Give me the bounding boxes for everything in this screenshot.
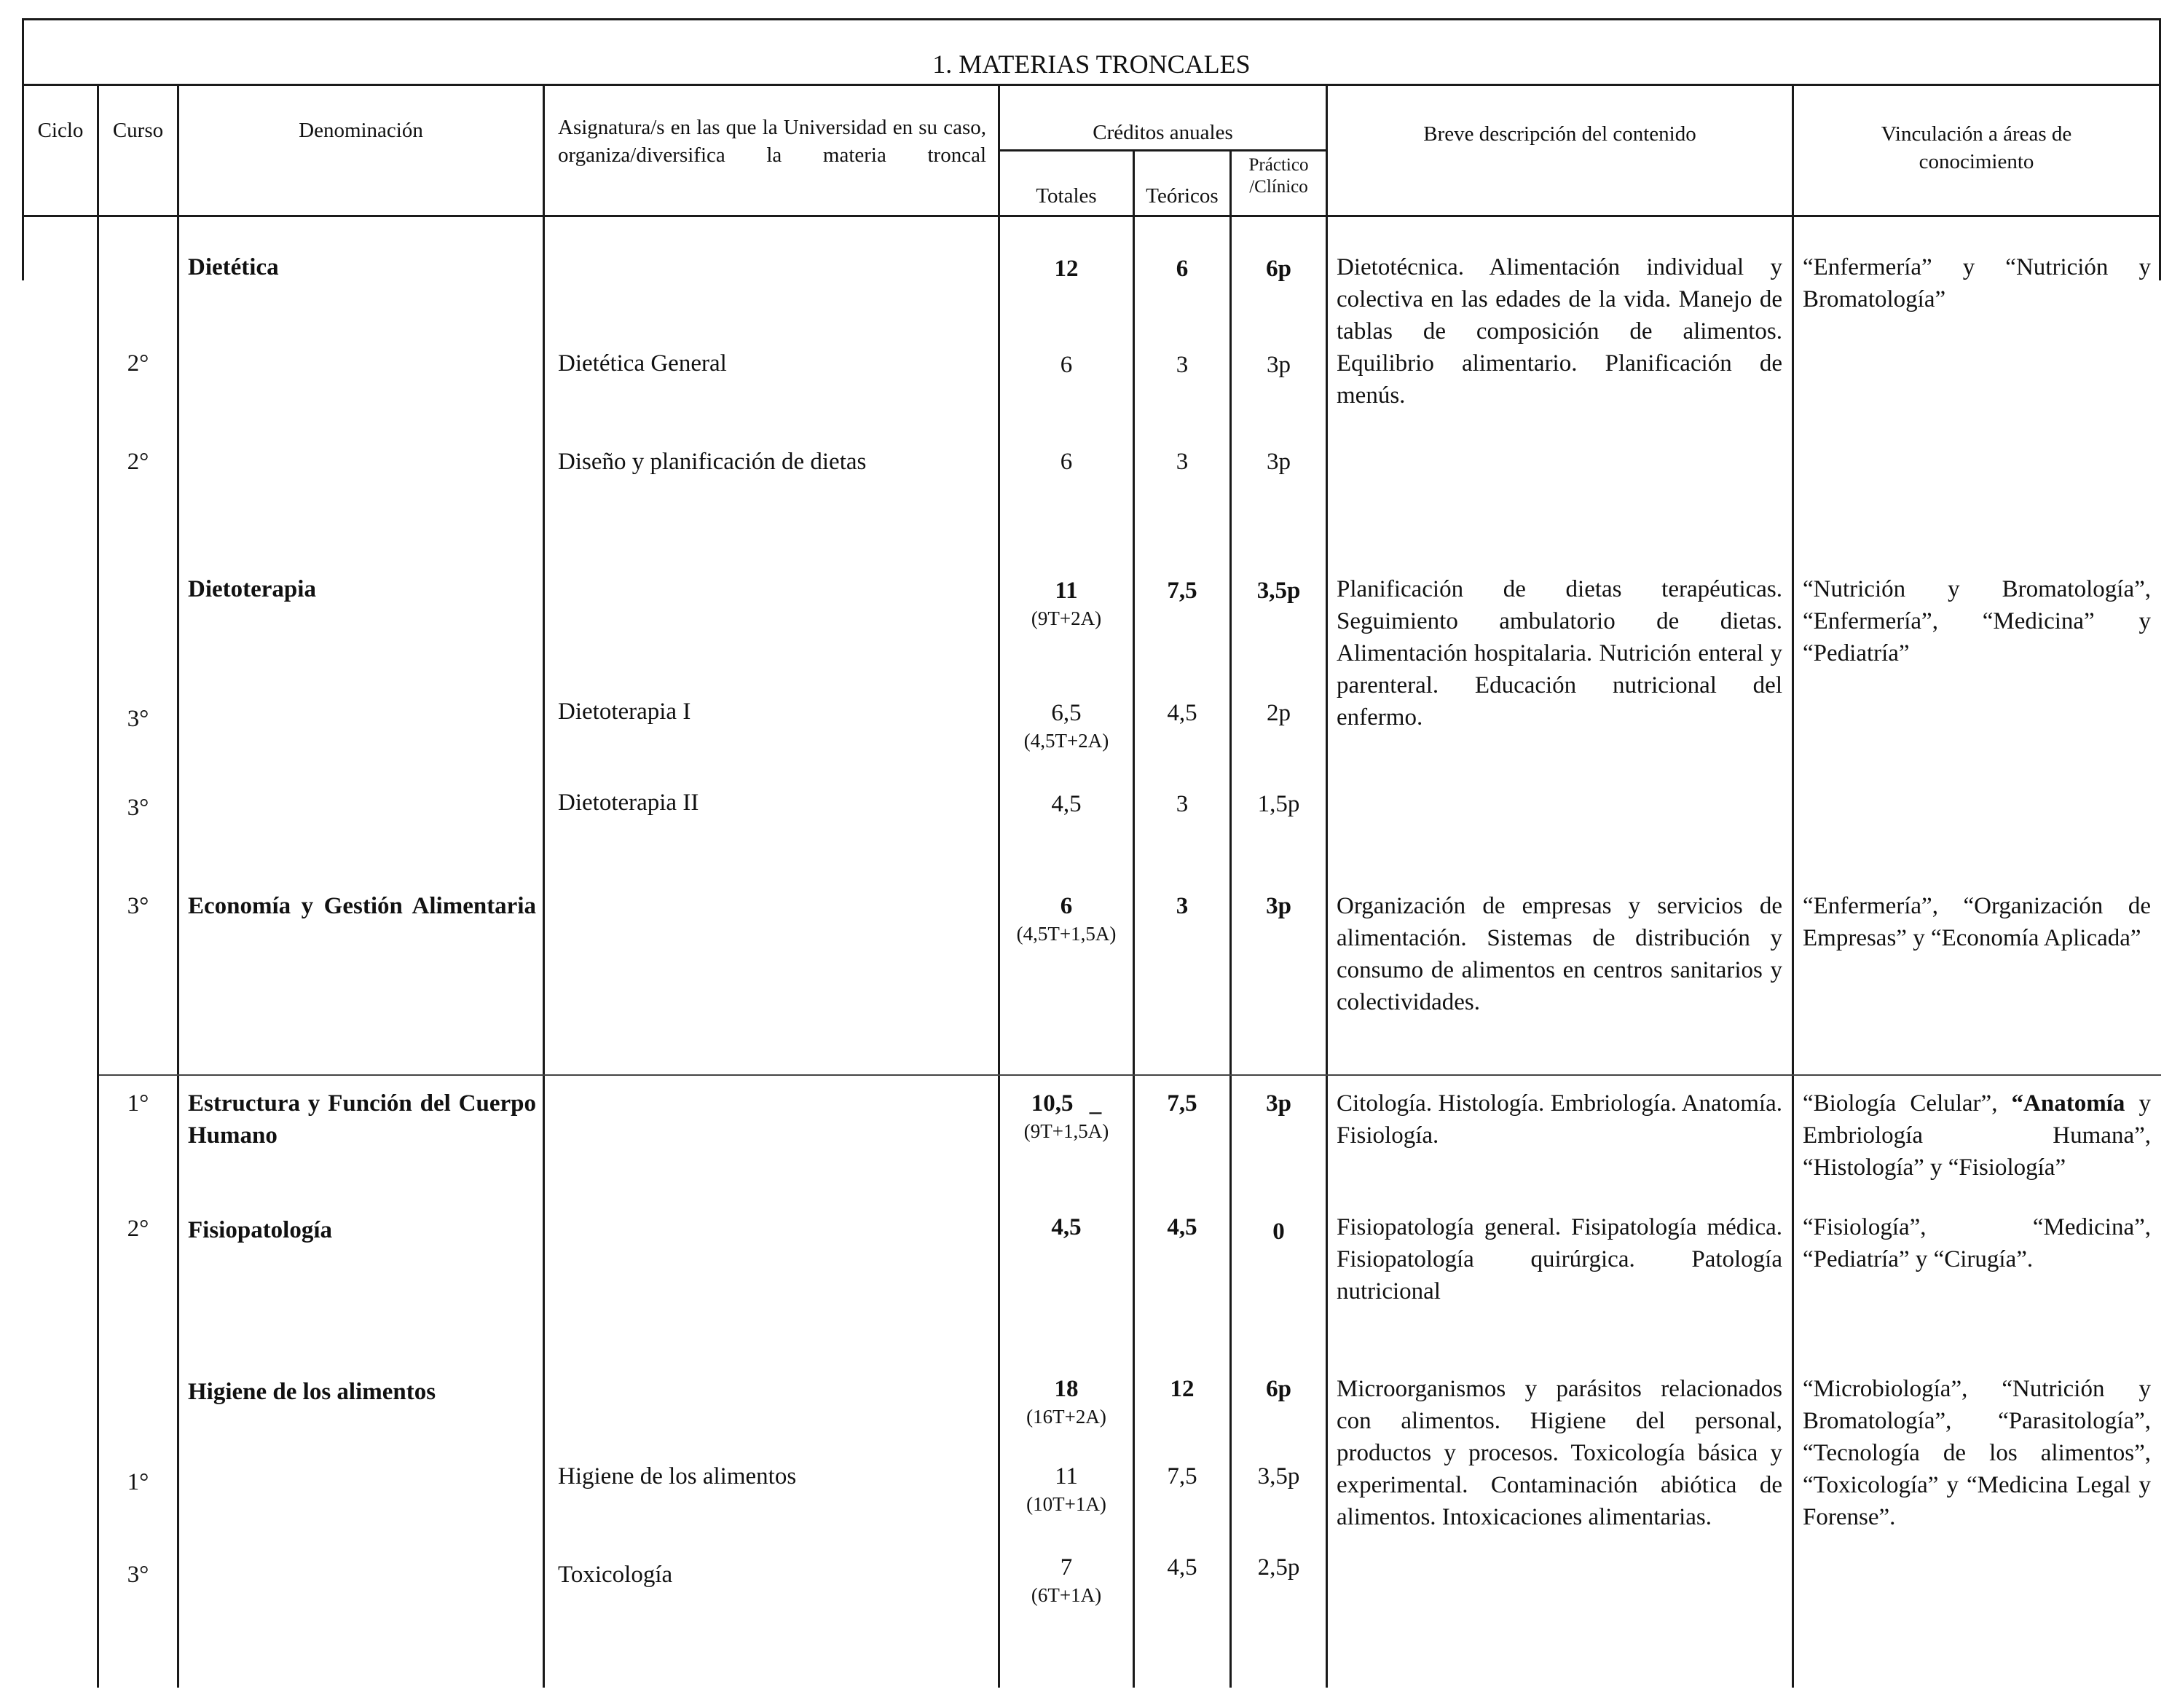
teoricos-higiene: 12 [1170, 1376, 1195, 1402]
totales-economia-value: 6 [1060, 893, 1073, 919]
curso-dietoterapia-i: 3° [127, 706, 149, 732]
curso-diseno-dietas: 2° [127, 449, 149, 475]
col-line-practico [1326, 84, 1328, 1688]
totales-higiene-value: 18 [1054, 1376, 1079, 1402]
totales-diseno-dietas: 6 [1060, 449, 1073, 475]
totales-dietetica: 12 [1054, 256, 1079, 282]
practico-fisiopatologia: 0 [1272, 1219, 1285, 1245]
asignatura-toxicologia: Toxicología [558, 1562, 673, 1588]
header-denominacion: Denominación [299, 119, 423, 142]
descripcion-dietoterapia: Planificación de dietas terapéuticas. Seguimiento ambulatorio de dietas. Alimentación hospitalaria. Nutrición enteral y parenteral. Educación nutricional del enfermo. [1337, 576, 1782, 731]
header-ciclo: Ciclo [37, 119, 84, 142]
totales-economia-detail: (4,5T+1,5A) [1016, 923, 1117, 945]
totales-dietoterapia-ii: 4,5 [1051, 791, 1082, 817]
totales-dietoterapia-value: 11 [1055, 578, 1078, 604]
col-line-left [22, 84, 24, 280]
header-curso: Curso [112, 119, 164, 142]
curso-higiene-alimentos: 1° [127, 1469, 149, 1495]
descripcion-estructura: Citología. Histología. Embriología. Anatomía. Fisiología. [1337, 1090, 1782, 1149]
header-descripcion: Breve descripción del contenido [1423, 122, 1696, 146]
title-bottom-border [22, 84, 2161, 86]
row-separator-estructura [99, 1074, 2161, 1076]
totales-higiene-alimentos-detail: (10T+1A) [1026, 1493, 1106, 1515]
denominacion-estructura: Estructura y Función del Cuerpo Humano [188, 1090, 536, 1149]
vinculacion-fisiopatologia: “Fisiología”, “Medicina”, “Pediatría” y “Cirugía”. [1803, 1214, 2151, 1272]
denominacion-higiene: Higiene de los alimentos [188, 1379, 436, 1405]
vinculacion-estructura-c: y Embriología Humana”, “Histología” y “Fisiología” [1803, 1090, 2151, 1181]
denominacion-economia: Economía y Gestión Alimentaria [188, 893, 536, 919]
teoricos-dietoterapia: 7,5 [1167, 578, 1197, 604]
practico-dietoterapia-ii: 1,5p [1257, 791, 1300, 817]
totales-dietoterapia-i-detail: (4,5T+2A) [1023, 730, 1109, 752]
descripcion-fisiopatologia: Fisiopatología general. Fisipatología médica. Fisiopatología quirúrgica. Patología nutricional [1337, 1214, 1782, 1304]
vinculacion-dietoterapia: “Nutrición y Bromatología”, “Enfermería”, “Medicina” y “Pediatría” [1803, 576, 2151, 666]
asignatura-dietetica-general: Dietética General [558, 350, 727, 377]
practico-dietoterapia: 3,5p [1256, 578, 1301, 604]
header-vinculacion: Vinculación a áreas de conocimiento [1881, 122, 2072, 173]
teoricos-diseno-dietas: 3 [1176, 449, 1189, 475]
col-line-right [2159, 84, 2161, 280]
practico-dietetica: 6p [1266, 256, 1291, 282]
practico-higiene: 6p [1266, 1376, 1291, 1402]
teoricos-higiene-alimentos: 7,5 [1167, 1463, 1197, 1489]
header-asignatura: Asignatura/s en las que la Universidad en su caso, organiza/diversifica la materia troncal [558, 116, 986, 167]
col-line-descripcion [1792, 84, 1794, 1688]
practico-dietetica-general: 3p [1267, 352, 1291, 378]
teoricos-toxicologia: 4,5 [1167, 1554, 1197, 1581]
header-creditos: Créditos anuales [1093, 121, 1233, 144]
totales-estructura [1000, 1087, 1133, 1143]
col-line-curso [177, 84, 179, 1688]
denominacion-dietetica: Dietética [188, 254, 279, 280]
asignatura-higiene-alimentos: Higiene de los alimentos [558, 1463, 797, 1489]
vinculacion-estructura-b: “Anatomía [2011, 1090, 2125, 1117]
col-line-ciclo [97, 84, 99, 1688]
curso-toxicologia: 3° [127, 1562, 149, 1588]
totales-higiene-alimentos [1000, 1460, 1133, 1516]
totales-estructura-value: 10,5 [1031, 1090, 1074, 1117]
descripcion-economia: Organización de empresas y servicios de alimentación. Sistemas de distribución y consumo de alimentos en centros sanitarios y colectividades. [1337, 893, 1782, 1015]
teoricos-estructura: 7,5 [1167, 1090, 1197, 1117]
practico-higiene-alimentos: 3,5p [1257, 1463, 1300, 1489]
curso-dietetica-general: 2° [127, 350, 149, 377]
table-top-border [22, 18, 2161, 20]
practico-toxicologia: 2,5p [1257, 1554, 1300, 1581]
totales-estructura-detail: (9T+1,5A) [1023, 1120, 1109, 1142]
teoricos-fisiopatologia: 4,5 [1167, 1214, 1197, 1240]
totales-toxicologia [1000, 1551, 1133, 1607]
col-line-denominacion [543, 84, 545, 1688]
table-title: 1. MATERIAS TRONCALES [932, 50, 1251, 79]
curso-estructura: 1° [127, 1090, 149, 1117]
totales-dietoterapia-detail: (9T+2A) [1031, 607, 1102, 629]
practico-diseno-dietas: 3p [1267, 449, 1291, 475]
teoricos-economia: 3 [1176, 893, 1189, 919]
header-totales: Totales [1036, 184, 1097, 208]
totales-dietoterapia [1000, 575, 1133, 630]
totales-dietetica-general: 6 [1060, 352, 1073, 378]
descripcion-dietetica: Dietotécnica. Alimentación individual y colectiva en las edades de la vida. Manejo de tablas de composición de alimentos. Equilibrio alimentario. Planificación de menús. [1337, 254, 1782, 409]
asignatura-dietoterapia-ii: Dietoterapia II [558, 790, 699, 816]
vinculacion-economia: “Enfermería”, “Organización de Empresas” y “Economía Aplicada” [1803, 893, 2151, 951]
teoricos-dietetica: 6 [1176, 256, 1189, 282]
vinculacion-estructura-a: “Biología Celular”, [1803, 1090, 2012, 1117]
curso-economia: 3° [127, 893, 149, 919]
totales-higiene [1000, 1373, 1133, 1428]
curso-fisiopatologia: 2° [127, 1216, 149, 1242]
totales-economia [1000, 890, 1133, 945]
totales-higiene-detail: (16T+2A) [1026, 1406, 1106, 1428]
denominacion-fisiopatologia: Fisiopatología [188, 1217, 333, 1243]
practico-economia: 3p [1266, 893, 1291, 919]
teoricos-dietetica-general: 3 [1176, 352, 1189, 378]
asignatura-dietoterapia-i: Dietoterapia I [558, 698, 691, 725]
practico-dietoterapia-i: 2p [1267, 700, 1291, 726]
vinculacion-estructura [1803, 1087, 2151, 1184]
totales-higiene-alimentos-value: 11 [1055, 1463, 1078, 1489]
totales-estructura-mark: _ [1089, 1090, 1102, 1117]
header-bottom-border [22, 215, 2161, 217]
totales-dietoterapia-i [1000, 697, 1133, 752]
descripcion-higiene: Microorganismos y parásitos relacionados con alimentos. Higiene del personal, productos y procesos. Toxicología básica y experimental. Contaminación abiótica de alimentos. Intoxicaciones alimentarias. [1337, 1376, 1782, 1530]
totales-toxicologia-value: 7 [1060, 1554, 1073, 1581]
header-practico: Práctico /Clínico [1248, 155, 1309, 197]
totales-fisiopatologia: 4,5 [1051, 1214, 1082, 1240]
vinculacion-dietetica: “Enfermería” y “Nutrición y Bromatología” [1803, 254, 2151, 312]
practico-estructura: 3p [1266, 1090, 1291, 1117]
creditos-subheader-border [998, 149, 1326, 151]
curso-dietoterapia-ii: 3° [127, 795, 149, 821]
teoricos-dietoterapia-ii: 3 [1176, 791, 1189, 817]
totales-toxicologia-detail: (6T+1A) [1031, 1584, 1102, 1606]
teoricos-dietoterapia-i: 4,5 [1167, 700, 1197, 726]
header-teoricos: Teóricos [1146, 184, 1219, 208]
col-line-asignatura [998, 84, 1000, 1688]
totales-dietoterapia-i-value: 6,5 [1051, 700, 1082, 726]
vinculacion-higiene: “Microbiología”, “Nutrición y Bromatología”, “Parasitología”, “Tecnología de los alimentos”, “Toxicología” y “Medicina Legal y Forense”. [1803, 1376, 2151, 1530]
asignatura-diseno-dietas: Diseño y planificación de dietas [558, 449, 867, 475]
denominacion-dietoterapia: Dietoterapia [188, 576, 316, 602]
